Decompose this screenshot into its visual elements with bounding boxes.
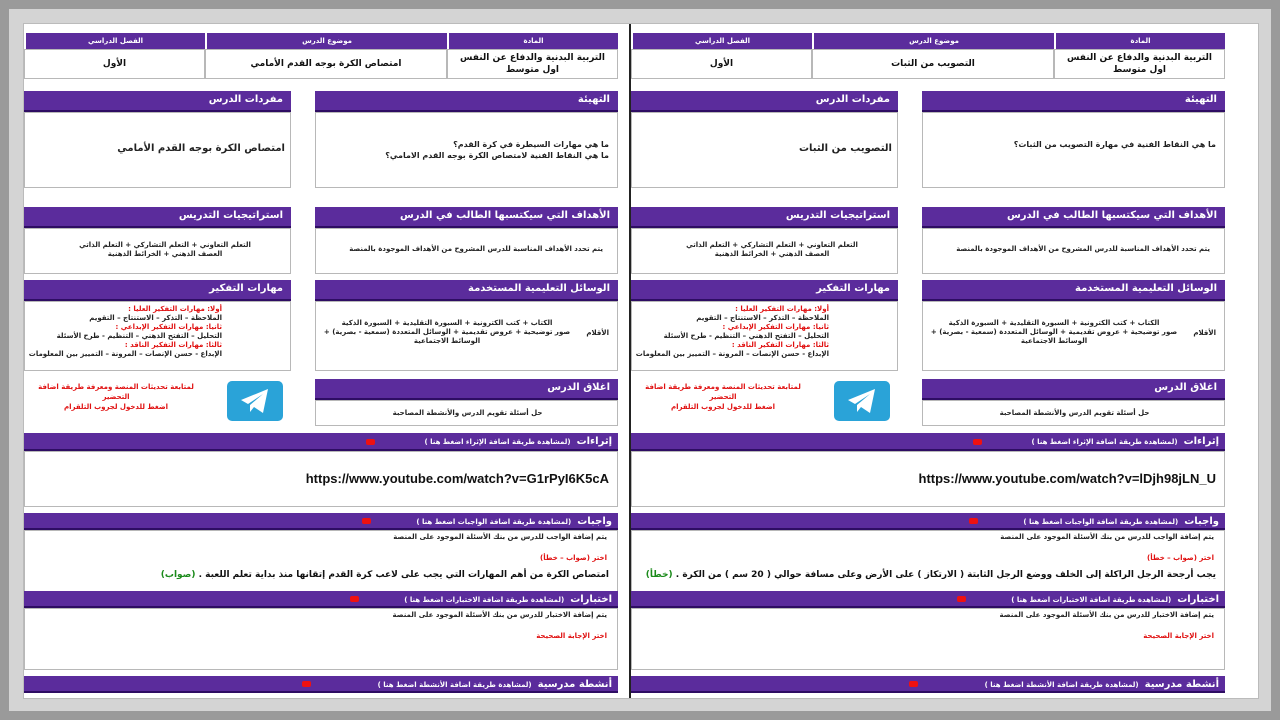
vocab-text: امتصاص الكرة بوجه القدم الأمامي [117,143,285,154]
tests-header[interactable] [631,591,1225,608]
tests-note: يتم إضافة الاختبار للدرس من بنك الأسئلة الموجود على المنصة [392,611,607,619]
enrichment-title: إثراءات [576,436,612,447]
lesson-page-right [631,24,1236,698]
table-header-topic: موضوع الدرس [812,33,1054,49]
topic-cell: التصويب من الثبات [812,49,1054,79]
homework-choose: اختر (صواب – خطأ) [1147,554,1214,562]
homework-link[interactable]: (لمشاهدة طريقة اضافة الواجبات اضغط هنا ) [1023,518,1179,526]
thinking-header: مهارات التفكير [24,280,291,301]
tests-choose: اختر الإجابة الصحيحة [536,632,607,640]
thinking-line-2: الملاحظة – التذكر – الاستنتاج – التقويم [89,314,222,322]
thinking-line-2: الملاحظة – التذكر – الاستنتاج – التقويم [696,314,829,322]
thinking-line-4: التحليل – التفتح الذهني – التنظيم - طرح الأسئلة [663,332,829,340]
thinking-line-6: الإبداع - حسن الإنصات – المرونة – التمييز بين المعلومات [635,350,829,358]
homework-header[interactable] [24,513,618,530]
homework-answer: (صواب) [160,570,196,580]
thinking-line-3: ثانيا: مهارات التفكير الإبداعي : [722,323,829,331]
strategies-header: استراتيجيات التدريس [631,207,898,228]
goals-box [922,228,1225,274]
goals-header: الأهداف التي سيكتسبها الطالب في الدرس [315,207,618,228]
tools-pens: الأقلام [586,329,609,337]
tests-box [24,608,618,670]
goals-box [315,228,618,274]
youtube-icon[interactable] [362,518,371,524]
homework-question-row [636,569,1216,581]
goals-header: الأهداف التي سيكتسبها الطالب في الدرس [922,207,1225,228]
tools-header: الوسائل التعليمية المستخدمة [315,280,618,301]
intro-box [922,112,1225,188]
homework-header[interactable] [631,513,1225,530]
thinking-line-5: ثالثا: مهارات التفكير الناقد : [124,341,222,349]
telegram-button[interactable] [834,381,890,421]
homework-title: واجبات [1184,516,1219,527]
thinking-box [24,301,291,371]
homework-note: يتم إضافة الواجب للدرس من بنك الأسئلة الموجود على المنصة [1000,533,1214,541]
strategies-box [24,228,291,274]
enrichment-link[interactable]: (لمشاهدة طريقة اضافة الإثراء اضغط هنا ) [424,438,571,446]
homework-box [24,530,618,592]
table-header-subject: المادة [1054,33,1225,49]
tools-header: الوسائل التعليمية المستخدمة [922,280,1225,301]
tests-title: اختبارات [570,594,612,605]
homework-question-row [29,569,609,581]
strategies-text: التعلم التعاوني + التعلم التشاركي + التعلم الذاتي العصف الذهني + الخرائط الذهنية [686,241,858,258]
homework-note: يتم إضافة الواجب للدرس من بنك الأسئلة الموجود على المنصة [393,533,607,541]
closing-text: حل أسئلة تقويم الدرس والأنشطة المصاحبة [392,409,543,417]
telegram-icon [239,387,271,415]
enrichment-url[interactable]: https://www.youtube.com/watch?v=lDjh98jLN_U [918,471,1216,486]
intro-header: التهيئة [922,91,1225,112]
enrichment-header[interactable] [24,433,618,451]
activities-link[interactable]: (لمشاهدة طريقة اضافة الأنشطة اضغط هنا ) [377,681,532,689]
youtube-icon[interactable] [973,439,982,445]
homework-link[interactable]: (لمشاهدة طريقة اضافة الواجبات اضغط هنا ) [416,518,572,526]
thinking-line-3: ثانيا: مهارات التفكير الإبداعي : [115,323,222,331]
tests-note: يتم إضافة الاختبار للدرس من بنك الأسئلة الموجود على المنصة [999,611,1214,619]
tests-choose: اختر الإجابة الصحيحة [1143,632,1214,640]
term-cell: الأول [631,49,812,79]
topic-cell: امتصاص الكرة بوجه القدم الأمامي [205,49,447,79]
intro-box [315,112,618,188]
enrichment-box [631,451,1225,507]
vocab-header: مفردات الدرس [24,91,291,112]
homework-box [631,530,1225,592]
tools-pens: الأقلام [1193,329,1216,337]
tests-header[interactable] [24,591,618,608]
thinking-list [635,305,829,359]
closing-header: اغلاق الدرس [922,379,1225,400]
homework-question: امتصاص الكرة من أهم المهارات التي يجب على لاعب كرة القدم إتقانها منذ بداية تعلم اللعبة . [198,570,609,580]
table-header-topic: موضوع الدرس [205,33,447,49]
activities-header[interactable] [631,676,1225,693]
enrichment-link[interactable]: (لمشاهدة طريقة اضافة الإثراء اضغط هنا ) [1031,438,1178,446]
document-canvas [23,23,1259,699]
closing-header: اغلاق الدرس [315,379,618,400]
thinking-header: مهارات التفكير [631,280,898,301]
homework-question: يجب أرجحة الرجل الراكلة إلى الخلف ووضع الرجل الثابتة ( الارتكاز ) على الأرض وعلى مسافة حوالي ( 20 سم ) من الكرة . [675,570,1216,580]
tools-text: الكتاب + كتب الكترونية + السبورة التقليدية + السبورة الذكية صور توضيحية + عروض تقديمية + الوسائل المتعددة (سمعية - بصرية) + الوسائط الاجتماعية [323,319,571,345]
term-cell: الأول [24,49,205,79]
table-header-term: الفصل الدراسي [24,33,205,49]
tests-link[interactable]: (لمشاهدة طريقة اضافة الاختبارات اضغط هنا ) [1011,596,1172,604]
tests-title: اختبارات [1177,594,1219,605]
thinking-line-6: الإبداع - حسن الإنصات – المرونة – التمييز بين المعلومات [28,350,222,358]
strategies-box [631,228,898,274]
tools-text: الكتاب + كتب الكترونية + السبورة التقليدية + السبورة الذكية صور توضيحية + عروض تقديمية + الوسائل المتعددة (سمعية - بصرية) + الوسائط الاجتماعية [930,319,1178,345]
homework-answer: (خطأ) [645,570,673,580]
vocab-text: التصويب من الثبات [798,143,892,154]
tests-link[interactable]: (لمشاهدة طريقة اضافة الاختبارات اضغط هنا ) [404,596,565,604]
youtube-icon[interactable] [957,596,966,602]
thinking-list [28,305,222,359]
youtube-icon[interactable] [302,681,311,687]
thinking-line-1: أولا: مهارات التفكير العليا : [735,305,829,313]
vocab-header: مفردات الدرس [631,91,898,112]
telegram-icon [846,387,878,415]
homework-title: واجبات [577,516,612,527]
goals-text: يتم تحدد الأهداف المناسبة للدرس المشروح من الأهداف الموجودة بالمنصة [956,245,1210,253]
vocab-box [631,112,898,188]
enrichment-url[interactable]: https://www.youtube.com/watch?v=G1rPyI6K5cA [305,471,609,486]
telegram-note[interactable]: لمتابعة تحديثات المنصة ومعرفة طريقة اضافة التحضير اضغط للدخول لجروب التلقرام [645,383,801,411]
thinking-line-4: التحليل – التفتح الذهني – التنظيم - طرح الأسئلة [56,332,222,340]
strategies-text: التعلم التعاوني + التعلم التشاركي + التعلم الذاتي العصف الذهني + الخرائط الذهنية [79,241,251,258]
youtube-icon[interactable] [350,596,359,602]
intro-header: التهيئة [315,91,618,112]
homework-choose: اختر (صواب – خطأ) [540,554,607,562]
subject-cell: التربية البدنية والدفاع عن النفس اول متوسط [1054,49,1225,79]
closing-box [922,400,1225,426]
thinking-line-1: أولا: مهارات التفكير العليا : [128,305,222,313]
activities-title: أنشطة مدرسية [537,679,612,690]
tools-box [315,301,618,371]
youtube-icon[interactable] [969,518,978,524]
vocab-box [24,112,291,188]
telegram-note[interactable]: لمتابعة تحديثات المنصة ومعرفة طريقة اضافة التحضير اضغط للدخول لجروب التلقرام [38,383,194,411]
goals-text: يتم تحدد الأهداف المناسبة للدرس المشروح من الأهداف الموجودة بالمنصة [349,245,603,253]
telegram-button[interactable] [227,381,283,421]
page-frame [9,9,1271,711]
youtube-icon[interactable] [366,439,375,445]
thinking-box [631,301,898,371]
table-header-term: الفصل الدراسي [631,33,812,49]
activities-title: أنشطة مدرسية [1144,679,1219,690]
thinking-line-5: ثالثا: مهارات التفكير الناقد : [731,341,829,349]
enrichment-title: إثراءات [1183,436,1219,447]
activities-link[interactable]: (لمشاهدة طريقة اضافة الأنشطة اضغط هنا ) [984,681,1139,689]
lesson-page-left [24,24,629,698]
activities-header[interactable] [24,676,618,693]
intro-text: ما هي النقاط الفنية في مهارة التصويب من الثبات؟ [1013,140,1216,149]
tests-box [631,608,1225,670]
intro-text: ما هي مهارات السيطرة في كرة القدم؟ ما هي النقاط الفنية لامتصاص الكرة بوجه القدم الامامي؟ [385,140,609,160]
enrichment-header[interactable] [631,433,1225,451]
strategies-header: استراتيجيات التدريس [24,207,291,228]
enrichment-box [24,451,618,507]
closing-box [315,400,618,426]
closing-text: حل أسئلة تقويم الدرس والأنشطة المصاحبة [999,409,1150,417]
subject-cell: التربية البدنية والدفاع عن النفس اول متوسط [447,49,618,79]
youtube-icon[interactable] [909,681,918,687]
table-header-subject: المادة [447,33,618,49]
tools-box [922,301,1225,371]
